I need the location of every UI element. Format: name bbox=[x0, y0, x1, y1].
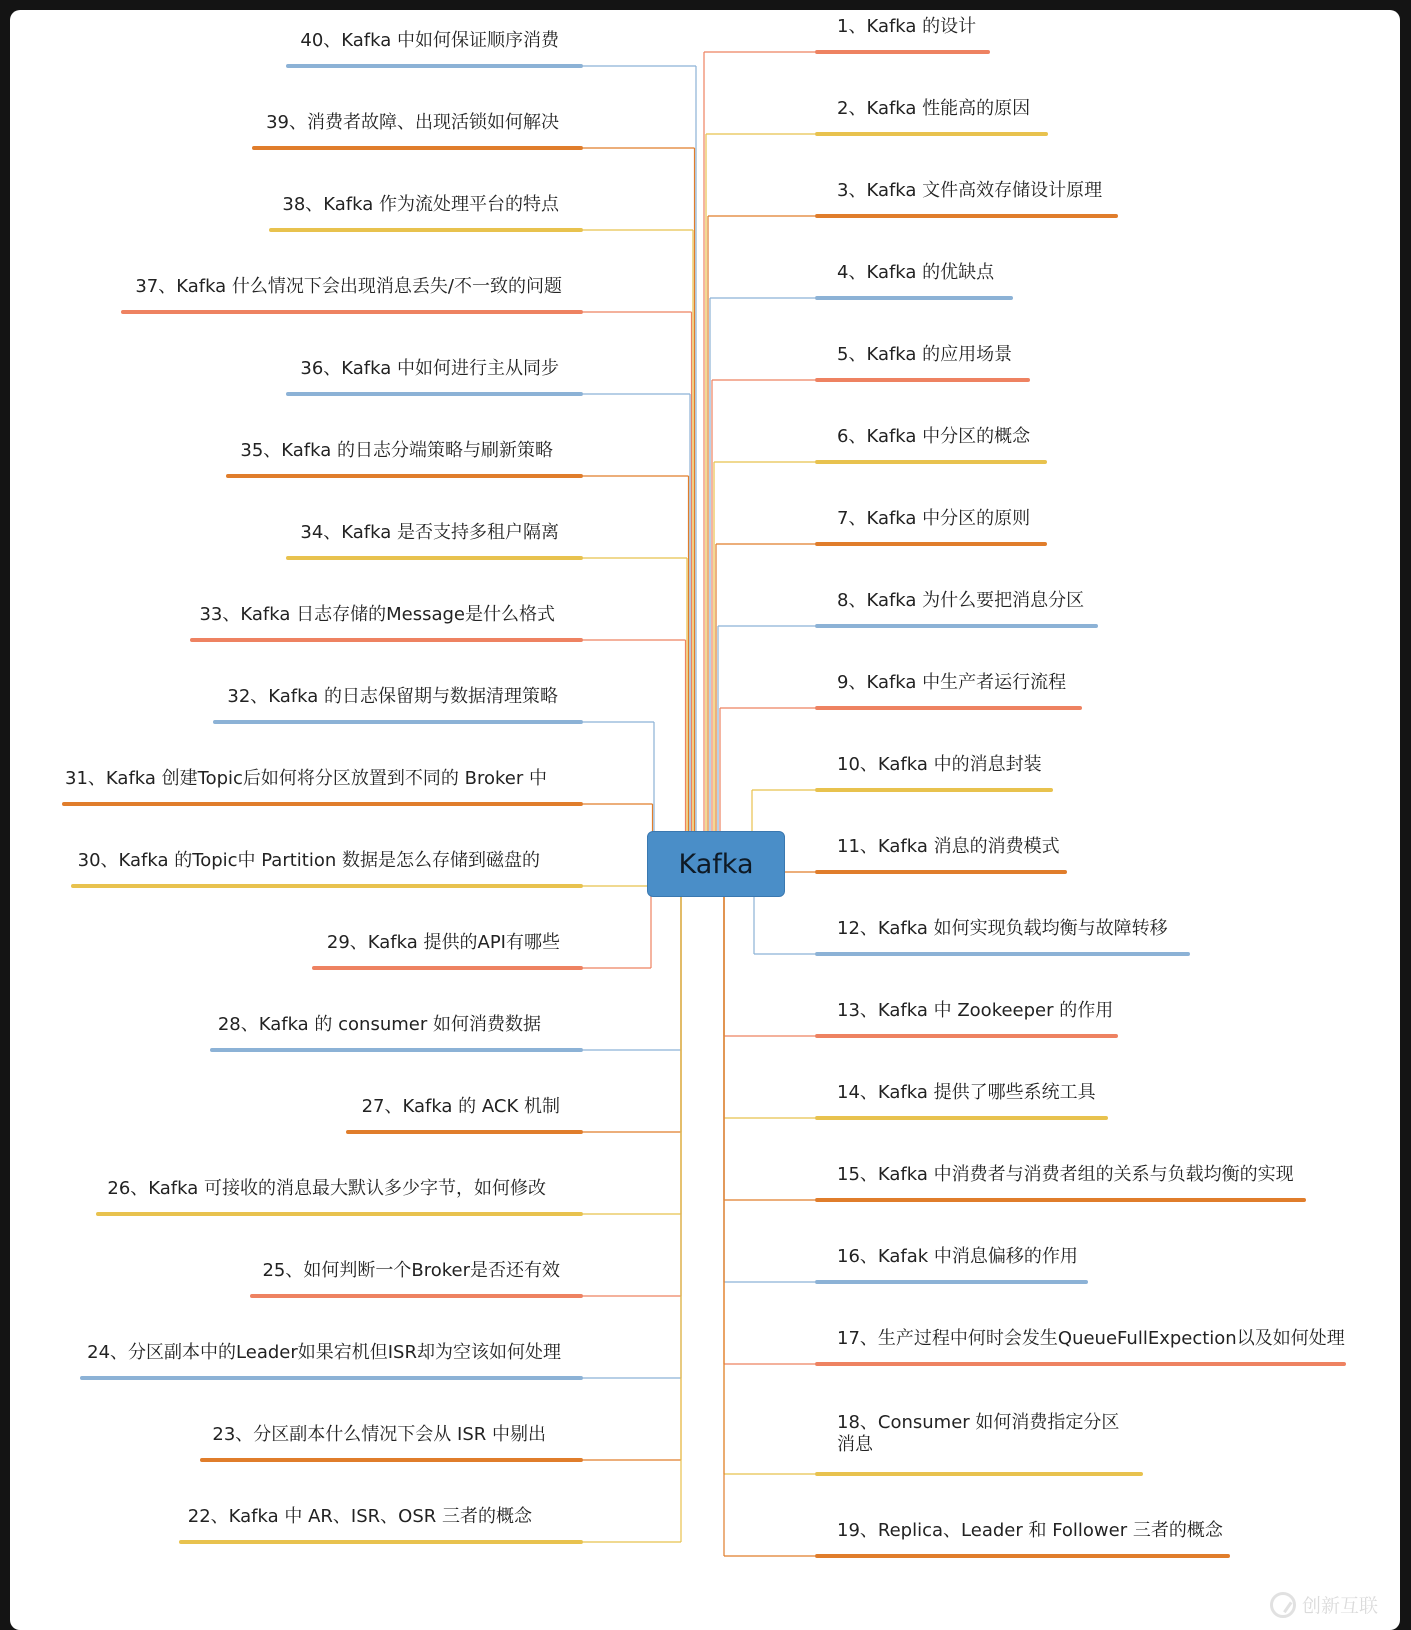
branch-underline bbox=[80, 1376, 583, 1380]
branch-label: 33、Kafka 日志存储的Message是什么格式 bbox=[199, 604, 555, 625]
branch-label: 1、Kafka 的设计 bbox=[837, 16, 977, 37]
branch-underline bbox=[190, 638, 583, 642]
branch-underline bbox=[815, 1198, 1306, 1202]
connector-lines bbox=[10, 10, 1400, 1630]
branch-label: 29、Kafka 提供的API有哪些 bbox=[326, 932, 560, 953]
branch-underline bbox=[815, 460, 1047, 464]
branch-node-left[interactable] bbox=[240, 440, 553, 466]
branch-node-left[interactable] bbox=[282, 194, 559, 220]
branch-label: 18、Consumer 如何消费指定分区消息 bbox=[837, 1412, 1120, 1455]
branch-underline bbox=[226, 474, 583, 478]
branch-node-left[interactable] bbox=[199, 604, 555, 630]
branch-label: 4、Kafka 的优缺点 bbox=[837, 262, 995, 283]
watermark-text: 创新互联 bbox=[1301, 1595, 1378, 1617]
branch-underline bbox=[71, 884, 583, 888]
branch-node-left[interactable] bbox=[87, 1342, 561, 1368]
branch-node-right[interactable] bbox=[837, 918, 1168, 944]
branch-label: 26、Kafka 可接收的消息最大默认多少字节，如何修改 bbox=[107, 1178, 546, 1199]
branch-label: 30、Kafka 的Topic中 Partition 数据是怎么存储到磁盘的 bbox=[77, 850, 540, 871]
branch-underline bbox=[815, 1554, 1230, 1558]
branch-label: 31、Kafka 创建Topic后如何将分区放置到不同的 Broker 中 bbox=[65, 768, 547, 789]
branch-underline bbox=[96, 1212, 583, 1216]
branch-label: 3、Kafka 文件高效存储设计原理 bbox=[837, 180, 1103, 201]
watermark bbox=[1270, 1591, 1378, 1618]
branch-node-left[interactable] bbox=[327, 932, 560, 958]
branch-node-right[interactable] bbox=[837, 508, 1030, 534]
branch-label: 37、Kafka 什么情况下会出现消息丢失/不一致的问题 bbox=[135, 276, 562, 297]
branch-node-left[interactable] bbox=[218, 1014, 541, 1040]
branch-label: 6、Kafka 中分区的概念 bbox=[837, 426, 1031, 447]
branch-label: 12、Kafka 如何实现负载均衡与故障转移 bbox=[837, 918, 1168, 939]
branch-label: 11、Kafka 消息的消费模式 bbox=[837, 836, 1060, 857]
branch-underline bbox=[815, 788, 1053, 792]
branch-label: 2、Kafka 性能高的原因 bbox=[837, 98, 1031, 119]
branch-underline bbox=[815, 132, 1048, 136]
root-node[interactable] bbox=[647, 831, 785, 897]
branch-underline bbox=[179, 1540, 583, 1544]
branch-node-right[interactable] bbox=[837, 180, 1102, 206]
branch-node-left[interactable] bbox=[65, 768, 547, 794]
branch-underline bbox=[815, 1034, 1118, 1038]
branch-label: 32、Kafka 的日志保留期与数据清理策略 bbox=[227, 686, 558, 707]
branch-label: 13、Kafka 中 Zookeeper 的作用 bbox=[837, 1000, 1114, 1021]
branch-node-left[interactable] bbox=[300, 358, 559, 384]
branch-node-left[interactable] bbox=[78, 850, 540, 876]
branch-node-left[interactable] bbox=[262, 1260, 560, 1286]
branch-node-right[interactable] bbox=[837, 1328, 1345, 1354]
branch-node-right[interactable] bbox=[837, 1164, 1294, 1190]
branch-underline bbox=[815, 378, 1030, 382]
branch-underline bbox=[815, 1280, 1088, 1284]
branch-node-right[interactable] bbox=[837, 1412, 1137, 1460]
branch-underline bbox=[62, 802, 583, 806]
branch-label: 27、Kafka 的 ACK 机制 bbox=[361, 1096, 560, 1117]
branch-label: 5、Kafka 的应用场景 bbox=[837, 344, 1013, 365]
branch-label: 35、Kafka 的日志分端策略与刷新策略 bbox=[240, 440, 553, 461]
branch-underline bbox=[286, 64, 583, 68]
branch-underline bbox=[312, 966, 583, 970]
branch-label: 16、Kafak 中消息偏移的作用 bbox=[837, 1246, 1078, 1267]
branch-label: 23、分区副本什么情况下会从 ISR 中剔出 bbox=[212, 1424, 546, 1445]
branch-underline bbox=[815, 1472, 1143, 1476]
branch-underline bbox=[815, 296, 1013, 300]
branch-node-right[interactable] bbox=[837, 754, 1042, 780]
branch-label: 24、分区副本中的Leader如果宕机但ISR却为空该如何处理 bbox=[87, 1342, 561, 1363]
branch-underline bbox=[286, 556, 583, 560]
branch-node-right[interactable] bbox=[837, 98, 1030, 124]
branch-node-left[interactable] bbox=[212, 1424, 546, 1450]
branch-label: 28、Kafka 的 consumer 如何消费数据 bbox=[217, 1014, 541, 1035]
branch-underline bbox=[346, 1130, 583, 1134]
branch-node-left[interactable] bbox=[300, 30, 559, 56]
branch-underline bbox=[815, 1362, 1346, 1366]
branch-node-left[interactable] bbox=[362, 1096, 560, 1122]
branch-node-right[interactable] bbox=[837, 262, 994, 288]
branch-node-left[interactable] bbox=[135, 276, 562, 302]
branch-node-right[interactable] bbox=[837, 1000, 1113, 1026]
branch-underline bbox=[269, 228, 583, 232]
branch-node-right[interactable] bbox=[837, 1246, 1078, 1272]
branch-node-right[interactable] bbox=[837, 16, 976, 42]
branch-label: 39、消费者故障、出现活锁如何解决 bbox=[266, 112, 559, 133]
branch-underline bbox=[200, 1458, 583, 1462]
branch-label: 8、Kafka 为什么要把消息分区 bbox=[837, 590, 1085, 611]
branch-label: 36、Kafka 中如何进行主从同步 bbox=[300, 358, 559, 379]
branch-underline bbox=[213, 720, 583, 724]
branch-node-right[interactable] bbox=[837, 672, 1066, 698]
branch-node-right[interactable] bbox=[837, 1082, 1096, 1108]
branch-underline bbox=[815, 50, 990, 54]
branch-underline bbox=[815, 870, 1067, 874]
branch-underline bbox=[286, 392, 583, 396]
branch-label: 22、Kafka 中 AR、ISR、OSR 三者的概念 bbox=[187, 1506, 532, 1527]
branch-underline bbox=[815, 1116, 1108, 1120]
mindmap-canvas bbox=[10, 10, 1400, 1630]
branch-underline bbox=[815, 706, 1082, 710]
branch-underline bbox=[121, 310, 583, 314]
branch-label: 40、Kafka 中如何保证顺序消费 bbox=[300, 30, 559, 51]
branch-label: 34、Kafka 是否支持多租户隔离 bbox=[300, 522, 559, 543]
branch-label: 7、Kafka 中分区的原则 bbox=[837, 508, 1031, 529]
branch-label: 38、Kafka 作为流处理平台的特点 bbox=[282, 194, 559, 215]
branch-node-left[interactable] bbox=[300, 522, 559, 548]
branch-node-right[interactable] bbox=[837, 1520, 1223, 1546]
branch-node-left[interactable] bbox=[227, 686, 558, 712]
branch-node-left[interactable] bbox=[107, 1178, 546, 1204]
branch-label: 25、如何判断一个Broker是否还有效 bbox=[262, 1260, 560, 1281]
watermark-logo-icon bbox=[1270, 1592, 1296, 1618]
branch-node-left[interactable] bbox=[188, 1506, 532, 1532]
root-label: Kafka bbox=[678, 848, 754, 880]
branch-underline bbox=[815, 214, 1118, 218]
branch-label: 19、Replica、Leader 和 Follower 三者的概念 bbox=[837, 1520, 1223, 1541]
branch-underline bbox=[252, 146, 583, 150]
branch-node-right[interactable] bbox=[837, 344, 1012, 370]
branch-node-right[interactable] bbox=[837, 836, 1060, 862]
branch-underline bbox=[815, 624, 1098, 628]
branch-underline bbox=[210, 1048, 583, 1052]
branch-underline bbox=[250, 1294, 583, 1298]
branch-label: 17、生产过程中何时会发生QueueFullExpection以及如何处理 bbox=[837, 1328, 1345, 1349]
branch-underline bbox=[815, 952, 1190, 956]
branch-underline bbox=[815, 542, 1047, 546]
branch-node-right[interactable] bbox=[837, 590, 1084, 616]
branch-label: 9、Kafka 中生产者运行流程 bbox=[837, 672, 1067, 693]
branch-node-right[interactable] bbox=[837, 426, 1030, 452]
branch-label: 14、Kafka 提供了哪些系统工具 bbox=[837, 1082, 1096, 1103]
branch-label: 10、Kafka 中的消息封装 bbox=[837, 754, 1042, 775]
branch-node-left[interactable] bbox=[266, 112, 559, 138]
branch-label: 15、Kafka 中消费者与消费者组的关系与负载均衡的实现 bbox=[837, 1164, 1294, 1185]
